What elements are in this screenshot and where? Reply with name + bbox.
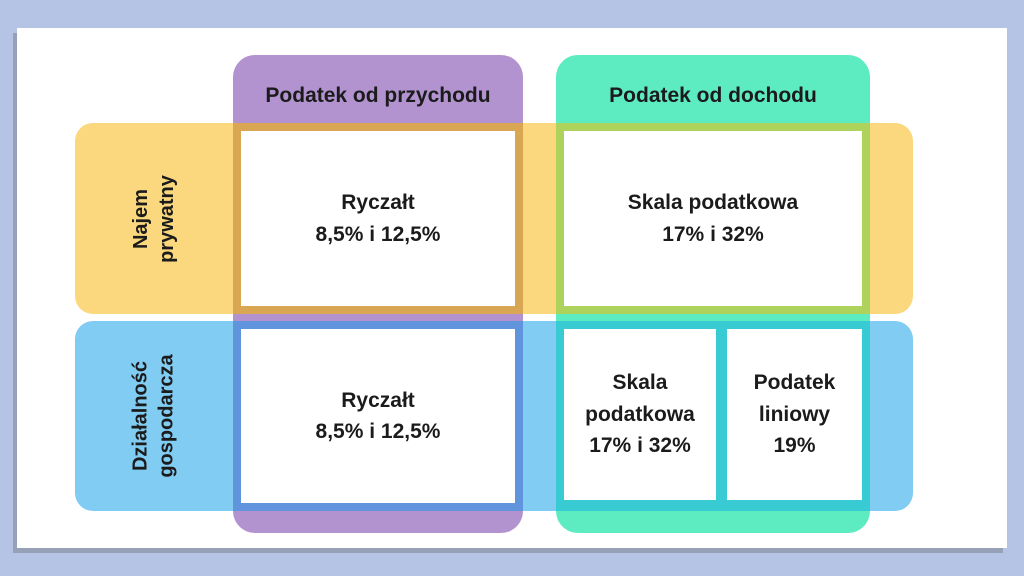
cell-line: liniowy	[758, 402, 831, 426]
column-header-podatek-od-dochodu	[556, 55, 870, 123]
cell-line: Skala	[612, 371, 668, 395]
row-label-text	[128, 175, 180, 263]
cell-line: 8,5% i 12,5%	[315, 222, 441, 246]
cell-podatek-liniowy-dzialalnosc	[727, 329, 862, 500]
cell-line: Ryczałt	[341, 388, 415, 412]
cell-line: 17% i 32%	[662, 222, 764, 246]
cell-skala-podatkowa-najem	[564, 131, 862, 306]
cell-skala-podatkowa-dzialalnosc	[564, 329, 716, 500]
row-label-line: gospodarcza	[155, 354, 178, 478]
cell-line: 8,5% i 12,5%	[315, 420, 441, 443]
cell-ryczalt-najem	[241, 131, 515, 306]
cell-ryczalt-dzialalnosc	[241, 329, 515, 503]
column-header-label: Podatek od przychodu	[265, 84, 491, 107]
column-header-label: Podatek od dochodu	[609, 84, 817, 107]
row-label-line: prywatny	[156, 174, 178, 263]
cell-line: 19%	[773, 434, 816, 458]
cell-line: Skala podatkowa	[627, 191, 799, 214]
column-header-podatek-od-przychodu	[233, 55, 523, 123]
row-label-dzialalnosc-gospodarcza	[75, 321, 233, 511]
row-label-text	[128, 354, 180, 477]
cell-line: podatkowa	[585, 402, 695, 426]
row-label-line: Działalność	[129, 360, 152, 472]
cell-line: 17% i 32%	[589, 434, 691, 458]
row-label-line: Najem	[130, 188, 152, 249]
cell-line: Ryczałt	[341, 191, 415, 214]
row-label-najem-prywatny	[75, 123, 233, 314]
cell-line: Podatek	[753, 371, 836, 395]
